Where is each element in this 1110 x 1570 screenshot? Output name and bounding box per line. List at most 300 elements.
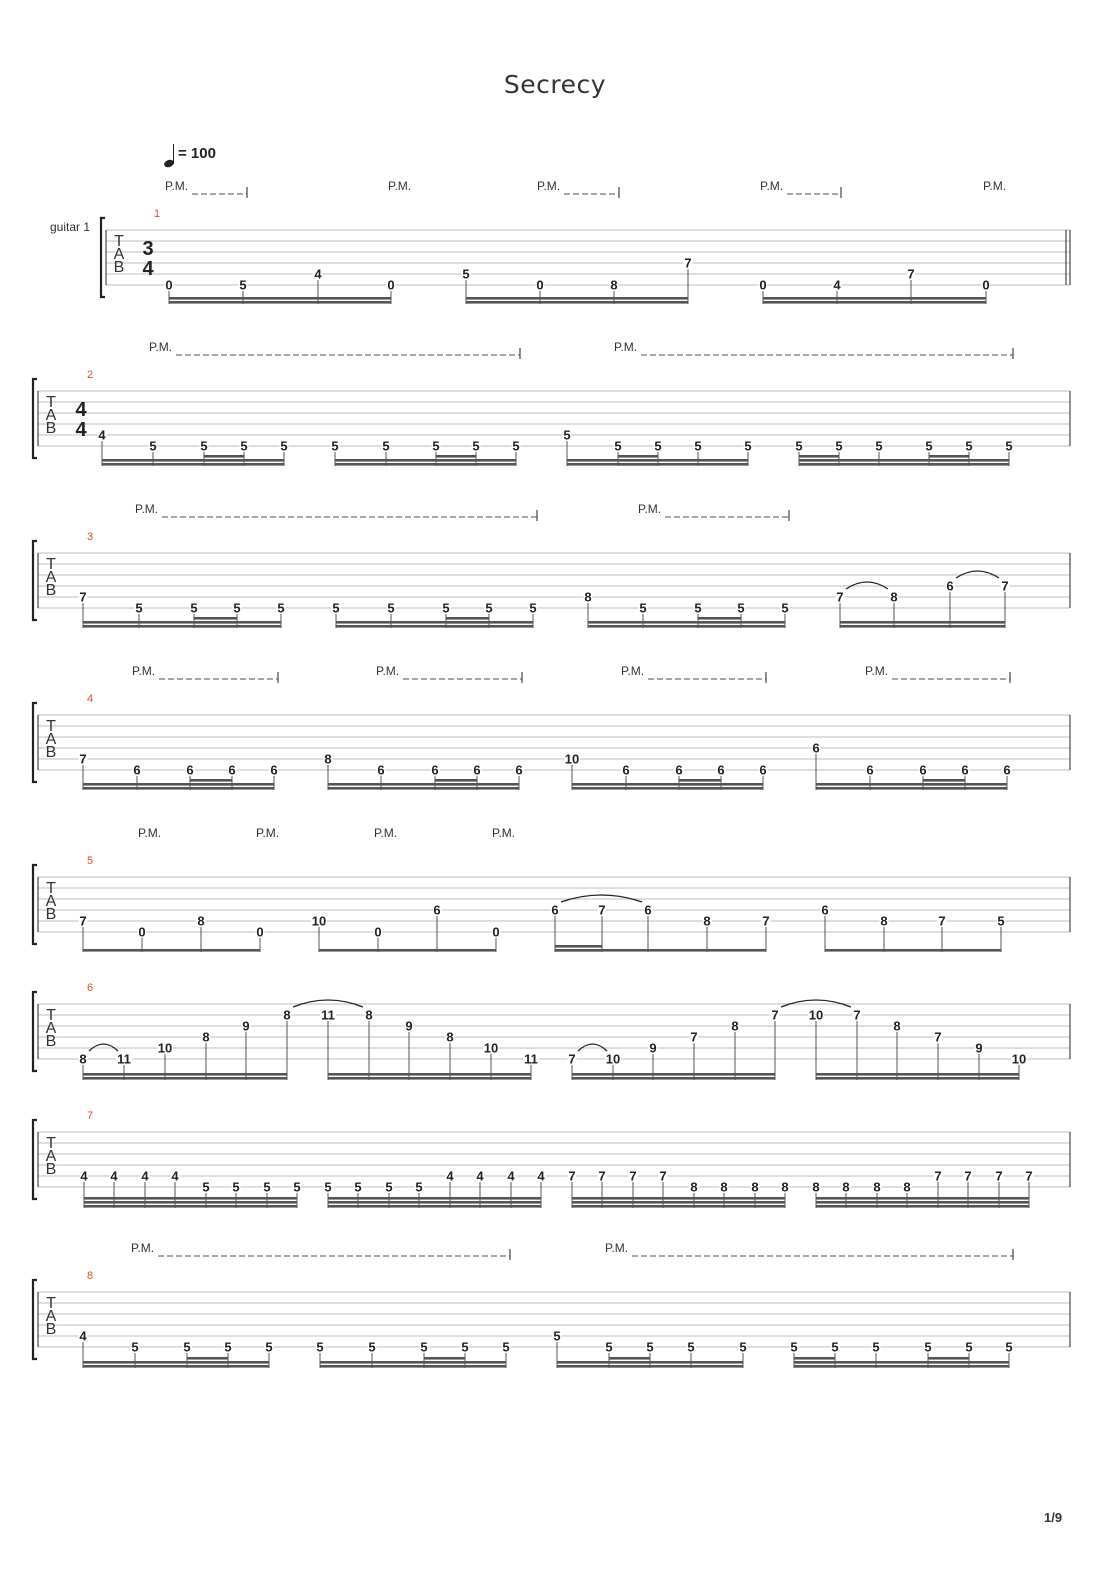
- fret-number: 8: [842, 1179, 850, 1195]
- tab-letter: A: [45, 731, 57, 748]
- tab-letter: T: [46, 1295, 56, 1312]
- fret-number: 9: [242, 1018, 250, 1034]
- note-beam: [588, 621, 785, 624]
- note-beam: [679, 787, 721, 790]
- note-beam: [816, 1073, 1019, 1076]
- fret-number: 5: [385, 1179, 393, 1195]
- note-beam: [572, 1073, 775, 1076]
- system-bracket: [33, 541, 37, 620]
- fret-number: 9: [975, 1040, 983, 1056]
- fret-number: 4: [507, 1168, 515, 1184]
- fret-number: 5: [432, 438, 440, 454]
- measure-number: 1: [153, 208, 161, 220]
- measure-number: 2: [86, 369, 94, 381]
- measure-number: 4: [86, 693, 94, 705]
- note-beam: [424, 1365, 465, 1368]
- fret-number: 5: [997, 913, 1005, 929]
- fret-number: 4: [79, 1328, 87, 1344]
- fret-number: 5: [183, 1339, 191, 1355]
- note-beam: [928, 1361, 969, 1364]
- fret-number: 7: [907, 266, 915, 282]
- tab-letter: T: [114, 233, 124, 250]
- fret-number: 7: [1001, 578, 1009, 594]
- note-beam: [335, 459, 516, 462]
- tab-letter: B: [45, 1033, 57, 1050]
- tab-letter: B: [45, 1321, 57, 1338]
- note-beam: [572, 1201, 785, 1204]
- note-beam: [799, 459, 839, 462]
- fret-number: 6: [1003, 762, 1011, 778]
- fret-number: 8: [873, 1179, 881, 1195]
- note-beam: [555, 949, 602, 952]
- note-beam: [190, 783, 232, 786]
- note-beam: [187, 1365, 228, 1368]
- fret-number: 7: [934, 1168, 942, 1184]
- fret-number: 5: [233, 600, 241, 616]
- note-beam: [83, 625, 281, 628]
- fret-number: 5: [316, 1339, 324, 1355]
- note-beam: [169, 297, 391, 300]
- fret-number: 7: [762, 913, 770, 929]
- palm-mute-label: P.M.: [131, 1241, 155, 1255]
- note-beam: [840, 621, 1005, 624]
- fret-number: 10: [157, 1040, 173, 1056]
- fret-number: 5: [614, 438, 622, 454]
- fret-number: 5: [293, 1179, 301, 1195]
- note-beam: [609, 1357, 650, 1360]
- note-beam: [794, 1365, 835, 1368]
- note-beam: [102, 463, 284, 466]
- fret-number: 6: [515, 762, 523, 778]
- note-beam: [83, 1361, 269, 1364]
- fret-number: 0: [374, 924, 382, 940]
- note-beam: [187, 1361, 228, 1364]
- system-bracket: [33, 992, 37, 1071]
- fret-number: 5: [472, 438, 480, 454]
- note-beam: [194, 625, 237, 628]
- tab-letter: T: [46, 880, 56, 897]
- fret-number: 5: [512, 438, 520, 454]
- note-beam: [763, 297, 986, 300]
- fret-number: 6: [821, 902, 829, 918]
- fret-number: 8: [893, 1018, 901, 1034]
- tab-letter: B: [45, 1161, 57, 1178]
- note-beam: [328, 783, 519, 786]
- fret-number: 6: [473, 762, 481, 778]
- time-signature-top: 4: [75, 399, 87, 421]
- note-beam: [698, 625, 741, 628]
- note-beam: [335, 463, 516, 466]
- fret-number: 4: [476, 1168, 484, 1184]
- fret-number: 5: [639, 600, 647, 616]
- fret-number: 6: [186, 762, 194, 778]
- palm-mute-label: P.M.: [983, 179, 1007, 193]
- fret-number: 5: [331, 438, 339, 454]
- note-beam: [816, 1077, 1019, 1080]
- tab-letter: A: [45, 893, 57, 910]
- note-beam: [618, 459, 658, 462]
- palm-mute-label: P.M.: [614, 340, 638, 354]
- fret-number: 4: [314, 266, 322, 282]
- fret-number: 7: [629, 1168, 637, 1184]
- note-beam: [928, 1365, 969, 1368]
- fret-number: 4: [80, 1168, 88, 1184]
- note-beam: [84, 1197, 297, 1200]
- note-beam: [436, 463, 476, 466]
- fret-number: 6: [812, 740, 820, 756]
- note-beam: [446, 617, 489, 620]
- note-beam: [923, 783, 965, 786]
- song-title: Secrecy: [503, 70, 607, 99]
- fret-number: 8: [446, 1029, 454, 1045]
- fret-number: 5: [739, 1339, 747, 1355]
- fret-number: 9: [649, 1040, 657, 1056]
- system-bracket: [33, 703, 37, 782]
- palm-mute-label: P.M.: [135, 502, 159, 516]
- time-signature-bottom: 4: [142, 258, 154, 280]
- fret-number: 7: [1025, 1168, 1033, 1184]
- fret-number: 7: [568, 1168, 576, 1184]
- note-beam: [825, 949, 1001, 952]
- fret-number: 7: [79, 589, 87, 605]
- fret-number: 6: [377, 762, 385, 778]
- palm-mute-label: P.M.: [865, 664, 889, 678]
- note-beam: [679, 779, 721, 782]
- note-beam: [799, 455, 839, 458]
- fret-number: 8: [720, 1179, 728, 1195]
- fret-number: 7: [684, 255, 692, 271]
- fret-number: 6: [228, 762, 236, 778]
- system-bracket: [101, 218, 105, 297]
- note-beam: [572, 1197, 785, 1200]
- fret-number: 5: [502, 1339, 510, 1355]
- fret-number: 5: [368, 1339, 376, 1355]
- fret-number: 8: [751, 1179, 759, 1195]
- fret-number: 7: [598, 902, 606, 918]
- note-beam: [187, 1357, 228, 1360]
- note-beam: [83, 787, 274, 790]
- fret-number: 11: [524, 1051, 538, 1067]
- fret-number: 8: [610, 277, 618, 293]
- note-beam: [763, 301, 986, 304]
- fret-number: 5: [332, 600, 340, 616]
- fret-number: 4: [537, 1168, 545, 1184]
- fret-number: 4: [98, 427, 106, 443]
- fret-number: 6: [675, 762, 683, 778]
- note-beam: [84, 1201, 297, 1204]
- fret-number: 7: [771, 1007, 779, 1023]
- fret-number: 6: [133, 762, 141, 778]
- fret-number: 5: [563, 427, 571, 443]
- fret-number: 6: [431, 762, 439, 778]
- tempo-value: = 100: [178, 145, 216, 162]
- fret-number: 7: [938, 913, 946, 929]
- note-beam: [436, 459, 476, 462]
- note-beam: [466, 301, 688, 304]
- note-beam: [169, 301, 391, 304]
- note-beam: [319, 949, 496, 952]
- note-beam: [328, 1205, 541, 1208]
- note-beam: [840, 625, 1005, 628]
- palm-mute-label: P.M.: [376, 664, 400, 678]
- fret-number: 5: [239, 277, 247, 293]
- fret-number: 8: [202, 1029, 210, 1045]
- palm-mute-label: P.M.: [149, 340, 173, 354]
- note-beam: [923, 787, 965, 790]
- fret-number: 0: [982, 277, 990, 293]
- fret-number: 10: [605, 1051, 621, 1067]
- note-beam: [424, 1361, 465, 1364]
- fret-number: 7: [853, 1007, 861, 1023]
- tab-letter: T: [46, 1135, 56, 1152]
- fret-number: 10: [483, 1040, 499, 1056]
- fret-number: 5: [646, 1339, 654, 1355]
- fret-number: 7: [934, 1029, 942, 1045]
- fret-number: 9: [405, 1018, 413, 1034]
- note-beam: [928, 1357, 969, 1360]
- tab-letter: B: [45, 420, 57, 437]
- fret-number: 7: [964, 1168, 972, 1184]
- fret-number: 4: [171, 1168, 179, 1184]
- palm-mute-label: P.M.: [132, 664, 156, 678]
- note-beam: [194, 621, 237, 624]
- fret-number: 8: [703, 913, 711, 929]
- fret-number: 7: [79, 913, 87, 929]
- system-bracket: [33, 1120, 37, 1199]
- note-beam: [204, 463, 244, 466]
- measure-number: 8: [86, 1270, 94, 1282]
- palm-mute-label: P.M.: [138, 826, 162, 840]
- fret-number: 11: [321, 1007, 335, 1023]
- note-beam: [555, 945, 602, 948]
- note-beam: [572, 1205, 785, 1208]
- note-beam: [204, 459, 244, 462]
- fret-number: 5: [835, 438, 843, 454]
- system-bracket: [33, 379, 37, 458]
- fret-number: 6: [622, 762, 630, 778]
- fret-number: 7: [995, 1168, 1003, 1184]
- palm-mute-label: P.M.: [621, 664, 645, 678]
- note-beam: [609, 1361, 650, 1364]
- fret-number: 0: [138, 924, 146, 940]
- fret-number: 5: [461, 1339, 469, 1355]
- note-beam: [572, 783, 763, 786]
- fret-number: 8: [197, 913, 205, 929]
- fret-number: 8: [365, 1007, 373, 1023]
- fret-number: 5: [135, 600, 143, 616]
- fret-number: 5: [200, 438, 208, 454]
- tab-letter: A: [45, 1020, 57, 1037]
- fret-number: 8: [731, 1018, 739, 1034]
- fret-number: 8: [781, 1179, 789, 1195]
- fret-number: 5: [277, 600, 285, 616]
- fret-number: 5: [354, 1179, 362, 1195]
- note-beam: [446, 621, 489, 624]
- fret-number: 5: [654, 438, 662, 454]
- fret-number: 8: [79, 1051, 87, 1067]
- system-bracket: [33, 865, 37, 944]
- fret-number: 7: [568, 1051, 576, 1067]
- fret-number: 6: [644, 902, 652, 918]
- fret-number: 5: [190, 600, 198, 616]
- note-beam: [929, 459, 969, 462]
- note-beam: [83, 783, 274, 786]
- fret-number: 0: [387, 277, 395, 293]
- note-beam: [816, 1205, 1029, 1208]
- palm-mute-label: P.M.: [638, 502, 662, 516]
- note-beam: [436, 455, 476, 458]
- fret-number: 5: [382, 438, 390, 454]
- note-beam: [698, 621, 741, 624]
- fret-number: 5: [694, 600, 702, 616]
- fret-number: 6: [759, 762, 767, 778]
- fret-number: 6: [961, 762, 969, 778]
- note-beam: [435, 783, 477, 786]
- fret-number: 8: [584, 589, 592, 605]
- fret-number: 11: [117, 1051, 131, 1067]
- fret-number: 4: [833, 277, 841, 293]
- fret-number: 7: [79, 751, 87, 767]
- fret-number: 5: [965, 1339, 973, 1355]
- system-bracket: [33, 1280, 37, 1359]
- note-beam: [679, 783, 721, 786]
- tab-letter: T: [46, 718, 56, 735]
- note-beam: [190, 779, 232, 782]
- fret-number: 0: [536, 277, 544, 293]
- fret-number: 0: [492, 924, 500, 940]
- fret-number: 5: [263, 1179, 271, 1195]
- tab-letter: A: [113, 246, 125, 263]
- tab-letter: B: [45, 582, 57, 599]
- fret-number: 0: [256, 924, 264, 940]
- palm-mute-label: P.M.: [760, 179, 784, 193]
- palm-mute-label: P.M.: [256, 826, 280, 840]
- time-signature-top: 3: [142, 238, 154, 260]
- fret-number: 8: [903, 1179, 911, 1195]
- note-beam: [328, 787, 519, 790]
- tab-letter: A: [45, 1148, 57, 1165]
- fret-number: 5: [795, 438, 803, 454]
- note-beam: [435, 787, 477, 790]
- fret-number: 5: [149, 438, 157, 454]
- fret-number: 5: [694, 438, 702, 454]
- measure-number: 7: [86, 1110, 94, 1122]
- fret-number: 5: [831, 1339, 839, 1355]
- fret-number: 5: [131, 1339, 139, 1355]
- tab-letter: A: [45, 407, 57, 424]
- note-beam: [83, 949, 260, 952]
- note-beam: [102, 459, 284, 462]
- fret-number: 5: [875, 438, 883, 454]
- instrument-label: guitar 1: [50, 220, 91, 234]
- fret-number: 5: [744, 438, 752, 454]
- fret-number: 6: [919, 762, 927, 778]
- note-beam: [446, 625, 489, 628]
- fret-number: 5: [687, 1339, 695, 1355]
- note-beam: [83, 1365, 269, 1368]
- fret-number: 5: [240, 438, 248, 454]
- fret-number: 6: [551, 902, 559, 918]
- fret-number: 5: [925, 438, 933, 454]
- fret-number: 4: [141, 1168, 149, 1184]
- fret-number: 8: [880, 913, 888, 929]
- fret-number: 5: [387, 600, 395, 616]
- note-beam: [572, 1077, 775, 1080]
- measure-number: 6: [86, 982, 94, 994]
- palm-mute-label: P.M.: [388, 179, 412, 193]
- fret-number: 5: [1005, 1339, 1013, 1355]
- fret-number: 5: [485, 600, 493, 616]
- tab-letter: T: [46, 1007, 56, 1024]
- fret-number: 4: [446, 1168, 454, 1184]
- fret-number: 5: [415, 1179, 423, 1195]
- note-beam: [83, 621, 281, 624]
- note-beam: [816, 783, 1007, 786]
- fret-number: 5: [790, 1339, 798, 1355]
- fret-number: 8: [690, 1179, 698, 1195]
- fret-number: 5: [1005, 438, 1013, 454]
- note-beam: [328, 1201, 541, 1204]
- note-beam: [794, 1357, 835, 1360]
- note-beam: [190, 787, 232, 790]
- palm-mute-label: P.M.: [374, 826, 398, 840]
- note-beam: [336, 621, 533, 624]
- note-beam: [618, 463, 658, 466]
- fret-number: 5: [872, 1339, 880, 1355]
- fret-number: 5: [965, 438, 973, 454]
- note-beam: [435, 779, 477, 782]
- fret-number: 7: [659, 1168, 667, 1184]
- tab-letter: A: [45, 569, 57, 586]
- fret-number: 8: [324, 751, 332, 767]
- note-beam: [618, 455, 658, 458]
- fret-number: 6: [270, 762, 278, 778]
- tab-letter: B: [45, 906, 57, 923]
- fret-number: 5: [529, 600, 537, 616]
- fret-number: 10: [564, 751, 580, 767]
- fret-number: 5: [324, 1179, 332, 1195]
- fret-number: 5: [280, 438, 288, 454]
- note-beam: [83, 1073, 287, 1076]
- note-beam: [320, 1361, 506, 1364]
- note-beam: [609, 1365, 650, 1368]
- palm-mute-label: P.M.: [165, 179, 189, 193]
- note-beam: [328, 1077, 531, 1080]
- note-beam: [194, 617, 237, 620]
- fret-number: 6: [717, 762, 725, 778]
- palm-mute-label: P.M.: [492, 826, 516, 840]
- fret-number: 10: [311, 913, 327, 929]
- fret-number: 5: [781, 600, 789, 616]
- fret-number: 5: [265, 1339, 273, 1355]
- time-signature-bottom: 4: [75, 419, 87, 441]
- fret-number: 0: [759, 277, 767, 293]
- fret-number: 7: [598, 1168, 606, 1184]
- note-beam: [83, 1077, 287, 1080]
- tab-letter: B: [113, 259, 125, 276]
- measure-number: 3: [86, 531, 94, 543]
- fret-number: 5: [462, 266, 470, 282]
- note-beam: [572, 787, 763, 790]
- fret-number: 8: [812, 1179, 820, 1195]
- note-beam: [320, 1365, 506, 1368]
- palm-mute-label: P.M.: [605, 1241, 629, 1255]
- fret-number: 5: [442, 600, 450, 616]
- fret-number: 10: [808, 1007, 824, 1023]
- fret-number: 5: [202, 1179, 210, 1195]
- fret-number: 7: [690, 1029, 698, 1045]
- fret-number: 5: [224, 1339, 232, 1355]
